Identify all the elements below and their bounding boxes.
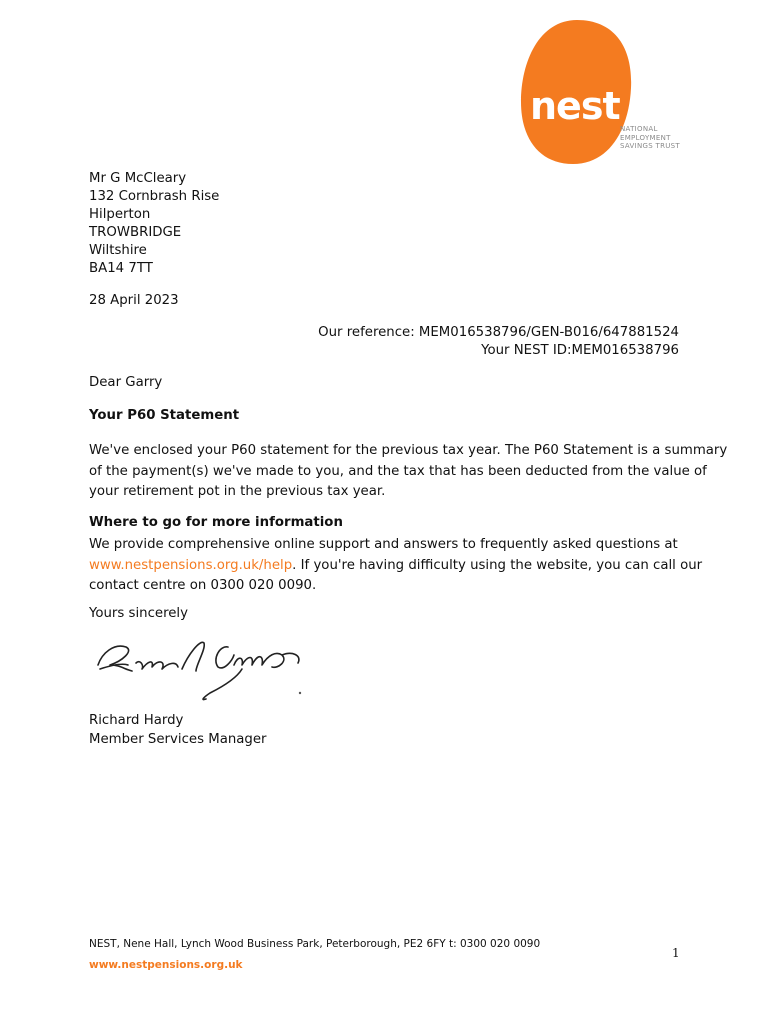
paragraph-line: of the payment(s) we've made to you, and the tax that has been deducted from the value of <box>89 463 707 479</box>
page-number: 1 <box>672 946 680 960</box>
signatory-block <box>89 712 267 750</box>
handwritten-signature <box>92 625 312 710</box>
signatory-title: Member Services Manager <box>89 732 267 747</box>
paragraph-line <box>89 556 703 577</box>
footer-address: NEST, Nene Hall, Lynch Wood Business Park, Peterborough, PE2 6FY t: 0300 020 0090 <box>89 938 541 950</box>
address-line: 132 Cornbrash Rise <box>89 189 220 204</box>
closing: Yours sincerely <box>89 606 188 621</box>
info-paragraph <box>89 535 703 597</box>
address-line: BA14 7TT <box>89 261 153 276</box>
address-line: Mr G McCleary <box>89 171 187 186</box>
logo-subtitle-line: EMPLOYMENT <box>620 133 671 142</box>
address-line: Hilperton <box>89 207 151 222</box>
letter-date: 28 April 2023 <box>89 293 179 308</box>
paragraph-line: We've enclosed your P60 statement for the previous tax year. The P60 Statement is a summary <box>89 443 728 458</box>
paragraph-line: your retirement pot in the previous tax year. <box>89 484 386 499</box>
salutation: Dear Garry <box>89 375 163 390</box>
logo-subtitle-line: SAVINGS TRUST <box>620 142 680 150</box>
reference-block <box>318 324 679 360</box>
footer-link[interactable]: www.nestpensions.org.uk <box>89 959 243 971</box>
logo-wordmark: nest <box>530 84 620 128</box>
recipient-address <box>89 170 219 278</box>
logo-subtitle <box>620 125 680 151</box>
our-reference: Our reference: MEM016538796/GEN-B016/647881524 <box>318 325 679 340</box>
nest-id: Your NEST ID:MEM016538796 <box>481 343 679 358</box>
p60-paragraph <box>89 441 728 503</box>
section-heading-info: Where to go for more information <box>89 515 343 530</box>
help-link[interactable]: www.nestpensions.org.uk/help <box>89 557 293 573</box>
paragraph-line: contact centre on 0300 020 0090. <box>89 578 317 593</box>
signatory-name: Richard Hardy <box>89 713 184 728</box>
address-line: TROWBRIDGE <box>89 225 182 240</box>
address-line: Wiltshire <box>89 243 147 258</box>
paragraph-text: . If you're having difficulty using the website, you can call our <box>292 557 703 573</box>
section-heading-p60: Your P60 Statement <box>89 408 240 423</box>
paragraph-line: We provide comprehensive online support and answers to frequently asked questions at <box>89 537 678 552</box>
logo-subtitle-line: NATIONAL <box>620 125 658 133</box>
